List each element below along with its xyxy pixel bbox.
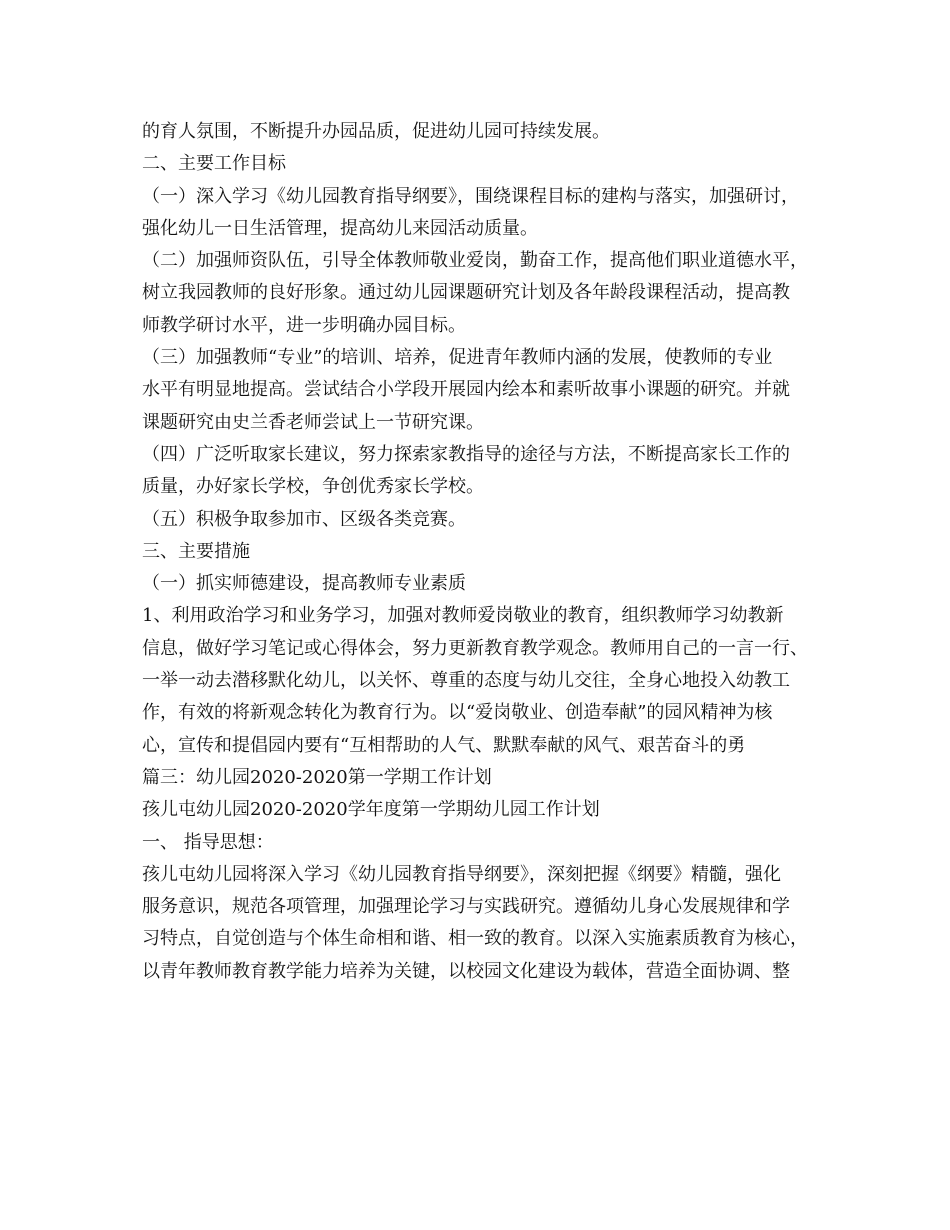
- text-line: 以青年教师教育教学能力培养为关键，以校园文化建设为载体，营造全面协调、整: [142, 960, 790, 982]
- section-heading: 三、主要措施: [142, 540, 250, 562]
- text-line: 师教学研讨水平，进一步明确办园目标。: [142, 314, 466, 336]
- text-line: （五）积极争取参加市、区级各类竞赛。: [142, 508, 466, 530]
- text-line: 的育人氛围，不断提升办园品质，促进幼儿园可持续发展。: [142, 121, 610, 142]
- text-line: （二）加强师资队伍，引导全体教师敬业爱岗，勤奋工作，提高他们职业道德水平，: [142, 250, 808, 272]
- text-line: 作，有效的将新观念转化为教育行为。以“爱岗敬业、创造奉献”的园风精神为核: [142, 702, 773, 724]
- document-body: [142, 116, 832, 988]
- text-line: 习特点，自觉创造与个体生命相和谐、相一致的教育。以深入实施素质教育为核心，: [142, 928, 808, 950]
- text-line: 一举一动去潜移默化幼儿，以关怀、尊重的态度与幼儿交往，全身心地投入幼教工: [142, 670, 790, 692]
- text-line: 课题研究由史兰香老师尝试上一节研究课。: [142, 411, 484, 433]
- text-line: （三）加强教师“专业”的培训、培养，促进青年教师内涵的发展，使教师的专业: [142, 347, 773, 369]
- document-title: 孩儿屯幼儿园2020-2020学年度第一学期幼儿园工作计划: [142, 799, 600, 821]
- text-line: 树立我园教师的良好形象。通过幼儿园课题研究计划及各年龄段课程活动，提高教: [142, 282, 790, 304]
- text-line: （一）深入学习《幼儿园教育指导纲要》，围绕课程目标的建构与落实，加强研讨，: [142, 185, 799, 207]
- subsection-heading: （一）抓实师德建设，提高教师专业素质: [142, 573, 466, 595]
- text-line: 服务意识，规范各项管理，加强理论学习与实践研究。遵循幼儿身心发展规律和学: [142, 896, 790, 918]
- text-line: 心，宣传和提倡园内要有“互相帮助的人气、默默奉献的风气、艰苦奋斗的勇: [142, 734, 746, 756]
- text-line: 质量，办好家长学校，争创优秀家长学校。: [142, 476, 484, 498]
- text-line: 孩儿屯幼儿园将深入学习《幼儿园教育指导纲要》，深刻把握《纲要》精髓，强化: [142, 863, 781, 885]
- text-line: （四）广泛听取家长建议，努力探索家教指导的途径与方法，不断提高家长工作的: [142, 443, 790, 465]
- text-line: 强化幼儿一日生活管理，提高幼儿来园活动质量。: [142, 217, 538, 239]
- section-heading: 一、 指导思想：: [142, 831, 274, 853]
- text-line: 水平有明显地提高。尝试结合小学段开展园内绘本和素听故事小课题的研究。并就: [142, 379, 790, 401]
- text-line: 1、利用政治学习和业务学习，加强对教师爱岗敬业的教育，组织教师学习幼教新: [142, 605, 784, 627]
- text-line: 信息，做好学习笔记或心得体会，努力更新教育教学观念。教师用自己的一言一行、: [142, 637, 808, 659]
- chapter-title: 篇三：幼儿园2020-2020第一学期工作计划: [142, 766, 492, 788]
- section-heading: 二、主要工作目标: [142, 153, 286, 175]
